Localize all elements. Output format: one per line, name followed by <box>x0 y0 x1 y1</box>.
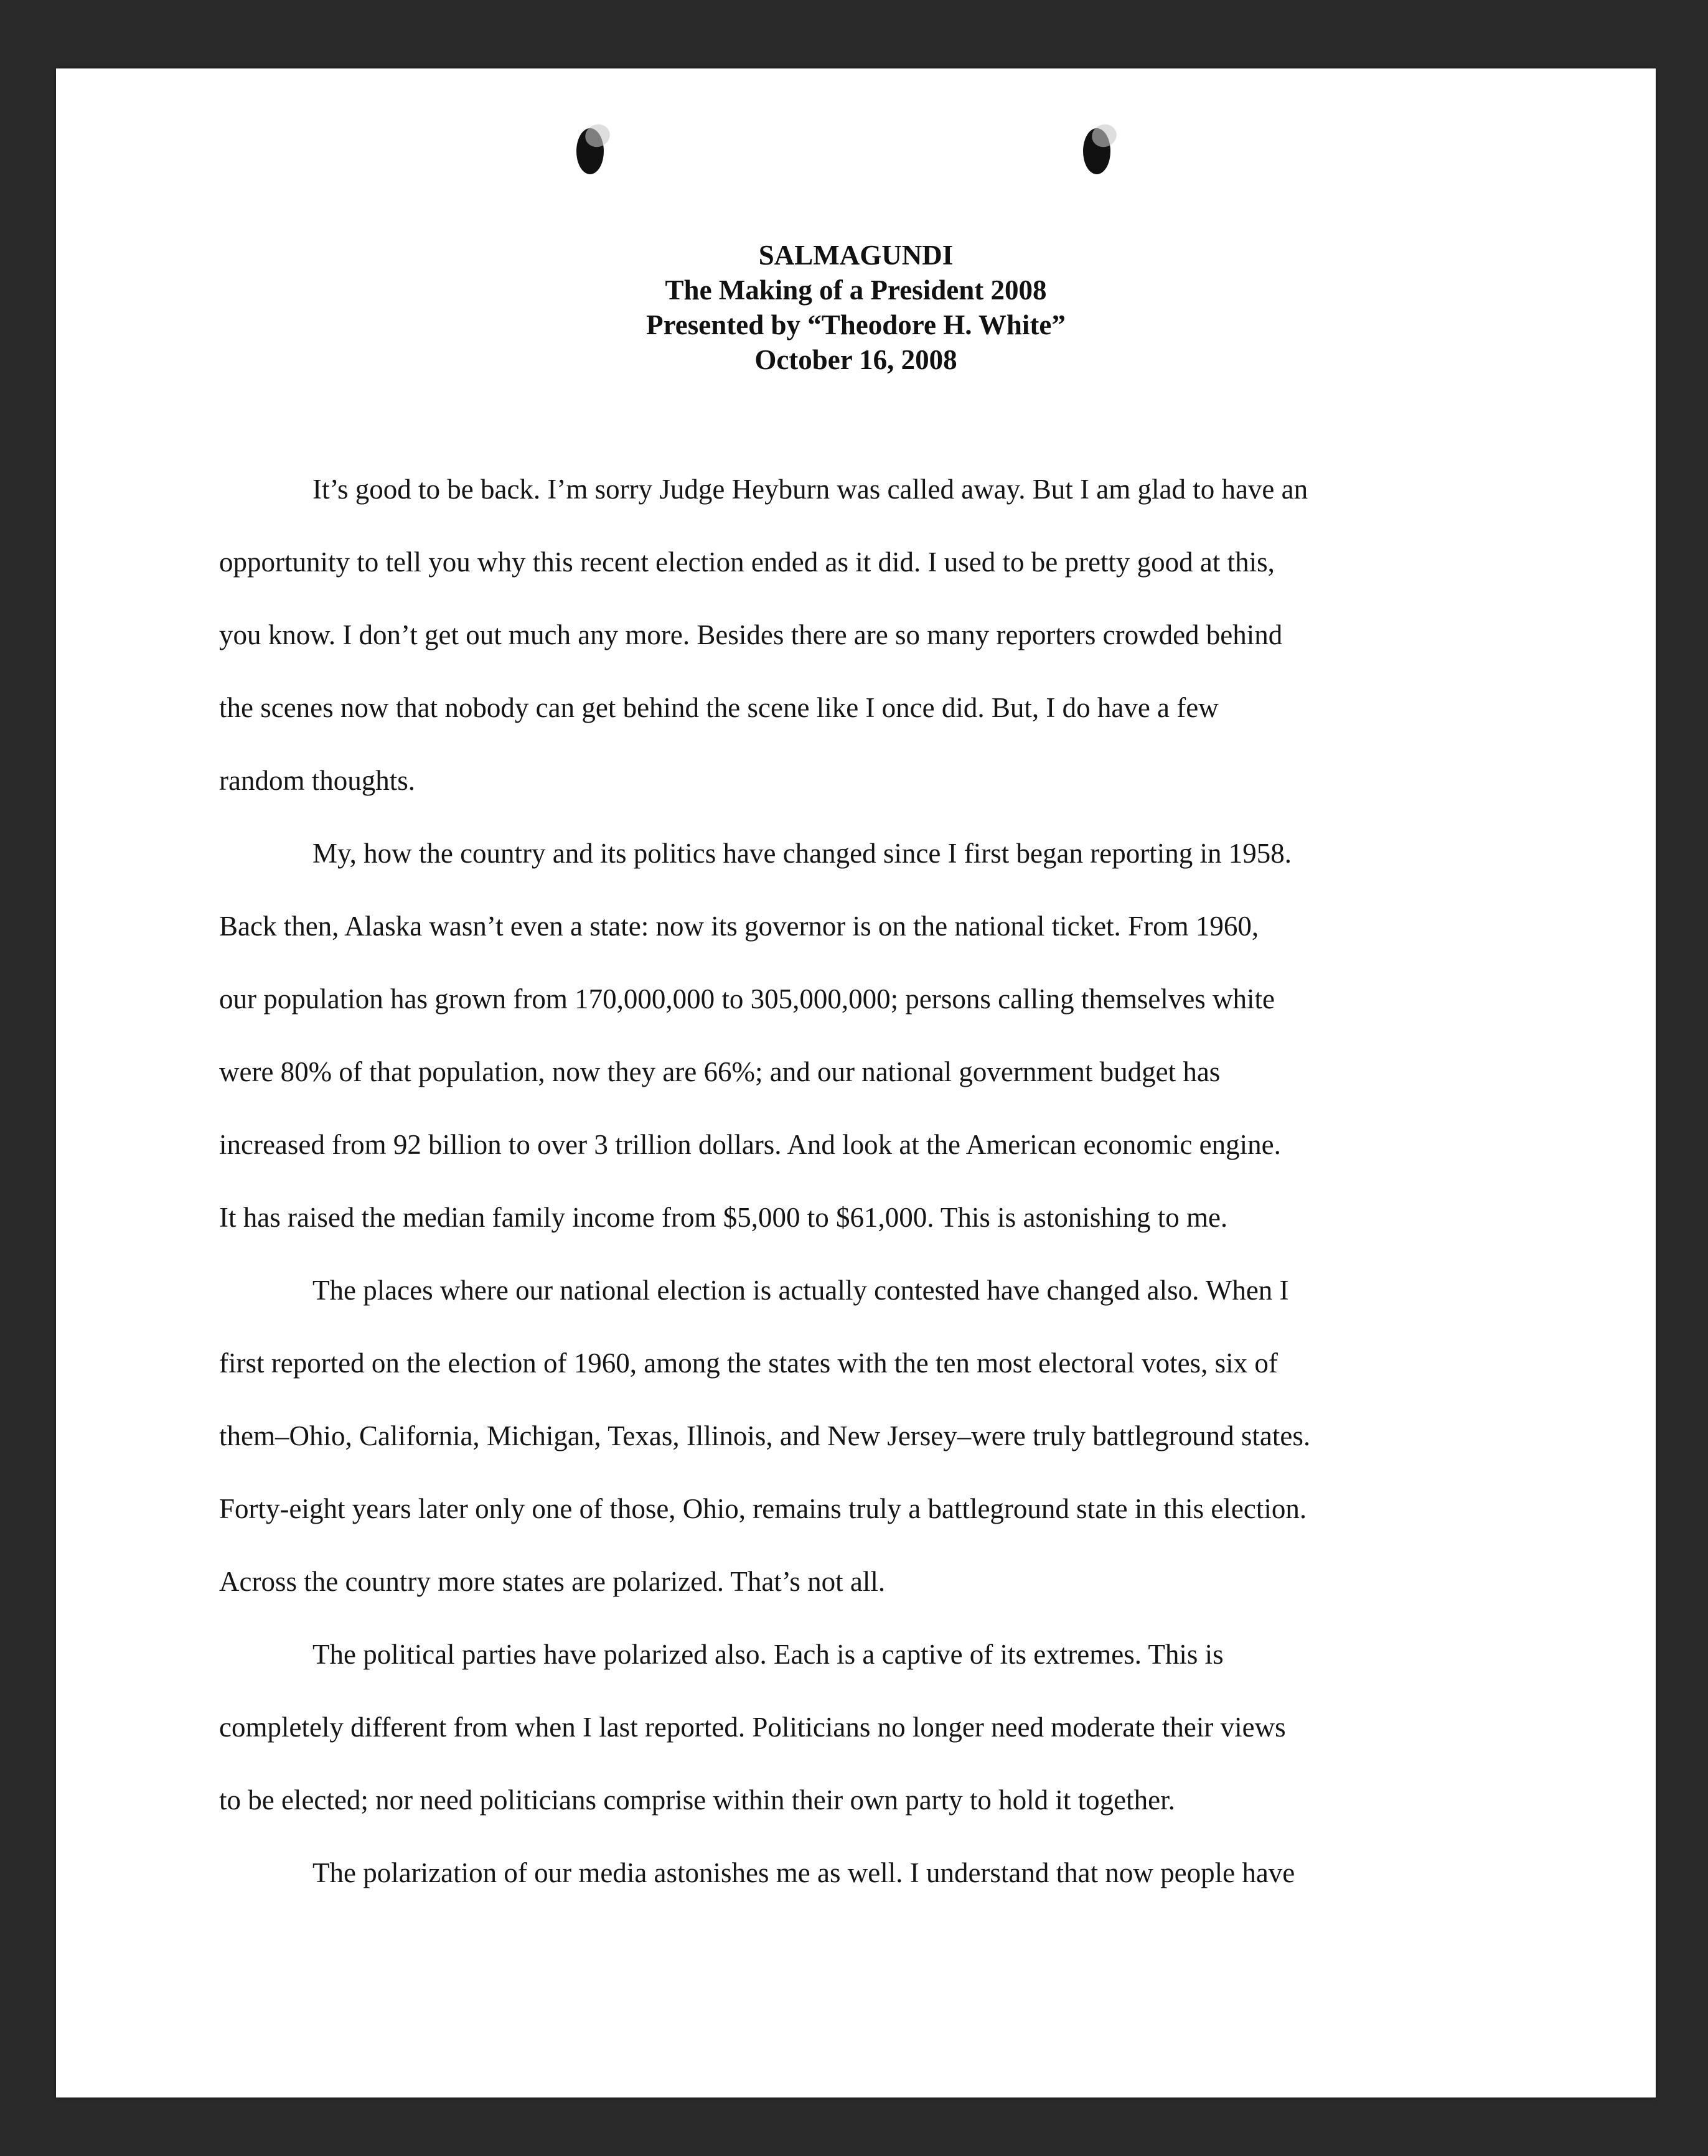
text-line: our population has grown from 170,000,000 to 305,000,000; persons calling themselves white <box>219 983 1275 1015</box>
text-line: were 80% of that population, now they are 66%; and our national government budget has <box>219 1056 1221 1087</box>
text-line: My, how the country and its politics have changed since I first began reporting in 1958. <box>312 838 1292 869</box>
text-line: first reported on the election of 1960, among the states with the ten most electoral votes, six of <box>219 1348 1278 1379</box>
text-line: them–Ohio, California, Michigan, Texas, Illinois, and New Jersey–were truly battleground states. <box>219 1420 1311 1451</box>
text-line: It’s good to be back. I’m sorry Judge Heyburn was called away. But I am glad to have an <box>312 474 1308 505</box>
text-line: you know. I don’t get out much any more. Besides there are so many reporters crowded behind <box>219 619 1283 650</box>
document-title: SALMAGUNDI <box>758 240 954 271</box>
document-page <box>56 68 1656 2097</box>
document-body <box>219 453 1495 1910</box>
document-header <box>56 238 1656 377</box>
document-presenter: Presented by “Theodore H. White” <box>646 309 1066 340</box>
text-line: The places where our national election is actually contested have changed also. When I <box>312 1275 1289 1306</box>
document-subtitle: The Making of a President 2008 <box>665 274 1047 306</box>
text-line: Across the country more states are polarized. That’s not all. <box>219 1566 886 1597</box>
text-line: The polarization of our media astonishes me as well. I understand that now people have <box>312 1857 1295 1888</box>
text-line: It has raised the median family income from $5,000 to $61,000. This is astonishing to me. <box>219 1202 1228 1233</box>
text-line: completely different from when I last reported. Politicians no longer need moderate their views <box>219 1712 1286 1743</box>
text-line: the scenes now that nobody can get behind the scene like I once did. But, I do have a few <box>219 692 1219 723</box>
text-line: Forty-eight years later only one of those, Ohio, remains truly a battleground state in this election. <box>219 1493 1307 1524</box>
text-line: random thoughts. <box>219 765 415 796</box>
text-line: Back then, Alaska wasn’t even a state: now its governor is on the national ticket. From 1960, <box>219 911 1259 942</box>
text-line: to be elected; nor need politicians comprise within their own party to hold it together. <box>219 1784 1175 1816</box>
punch-hole-right <box>1083 128 1110 174</box>
document-date: October 16, 2008 <box>754 344 957 375</box>
text-line: increased from 92 billion to over 3 trillion dollars. And look at the American economic engine. <box>219 1129 1281 1160</box>
text-line: opportunity to tell you why this recent election ended as it did. I used to be pretty good at this, <box>219 546 1275 578</box>
text-line: The political parties have polarized also. Each is a captive of its extremes. This is <box>312 1639 1224 1670</box>
punch-hole-left <box>576 128 604 174</box>
